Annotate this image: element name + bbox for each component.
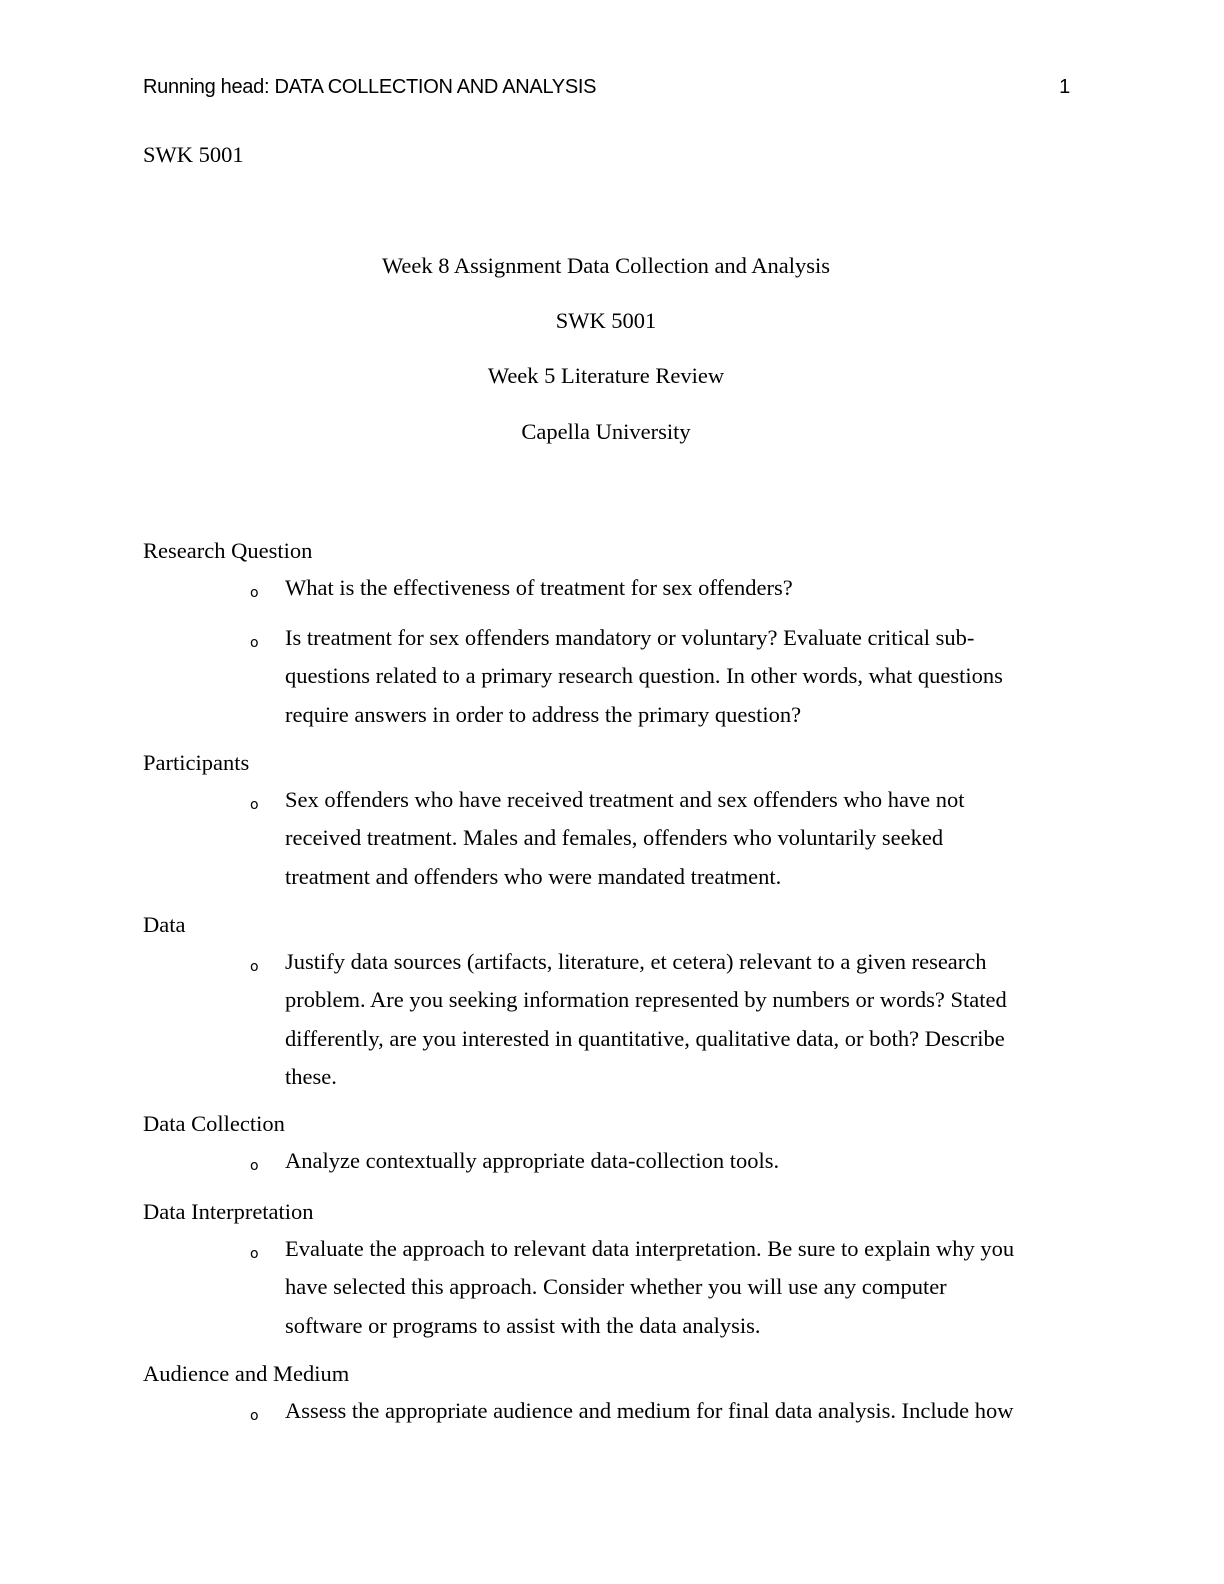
bullet-icon: o	[250, 1408, 259, 1424]
list-item	[285, 1230, 1075, 1345]
section-heading-participants: Participants	[143, 750, 250, 775]
text-line: What is the effectiveness of treatment for sex offenders?	[285, 575, 793, 600]
title-institution: Capella University	[521, 419, 691, 444]
section-heading-audience-medium: Audience and Medium	[143, 1361, 350, 1386]
list-item	[285, 1392, 1075, 1430]
page-header	[143, 74, 1070, 100]
bullet-icon: o	[250, 1158, 259, 1174]
text-line: software or programs to assist with the data analysis.	[285, 1312, 761, 1338]
list-item	[285, 1142, 1075, 1180]
section-heading-research-question: Research Question	[143, 538, 313, 563]
course-code: SWK 5001	[143, 142, 244, 167]
bullet-icon: o	[250, 585, 259, 601]
text-line: require answers in order to address the primary question?	[285, 701, 802, 727]
text-line: Evaluate the approach to relevant data interpretation. Be sure to explain why you	[285, 1236, 1015, 1261]
text-line: have selected this approach. Consider whether you will use any computer	[285, 1274, 947, 1300]
list-item	[285, 569, 1075, 607]
text-line: Assess the appropriate audience and medium for final data analysis. Include how	[285, 1398, 1014, 1423]
text-line: Sex offenders who have received treatment and sex offenders who have not	[285, 787, 965, 812]
section-heading-data-interpretation: Data Interpretation	[143, 1199, 314, 1224]
page-number: 1	[1059, 76, 1070, 98]
text-line: these.	[285, 1063, 337, 1089]
text-line: received treatment. Males and females, offenders who voluntarily seeked	[285, 825, 944, 851]
bullet-icon: o	[250, 797, 259, 813]
text-line: problem. Are you seeking information represented by numbers or words? Stated	[285, 987, 1007, 1013]
text-line: Analyze contextually appropriate data-collection tools.	[285, 1148, 780, 1173]
text-line: treatment and offenders who were mandated treatment.	[285, 863, 782, 889]
text-line: differently, are you interested in quantitative, qualitative data, or both? Describe	[285, 1025, 1005, 1051]
bullet-icon: o	[250, 959, 259, 975]
list-item	[285, 781, 1075, 896]
text-line: Is treatment for sex offenders mandatory or voluntary? Evaluate critical sub-	[285, 625, 975, 650]
text-line: Justify data sources (artifacts, literature, et cetera) relevant to a given research	[285, 949, 987, 974]
title-subtitle: Week 5 Literature Review	[487, 363, 725, 388]
bullet-icon: o	[250, 1246, 259, 1262]
list-item	[285, 619, 1075, 734]
assignment-title: Week 8 Assignment Data Collection and Analysis	[381, 253, 831, 278]
bullet-icon: o	[250, 635, 259, 651]
list-item	[285, 943, 1075, 1096]
text-line: questions related to a primary research question. In other words, what questions	[285, 663, 1003, 689]
section-heading-data-collection: Data Collection	[143, 1111, 285, 1136]
section-heading-data: Data	[143, 912, 186, 937]
title-course: SWK 5001	[555, 308, 657, 333]
running-head: Running head: DATA COLLECTION AND ANALYSIS	[143, 76, 597, 98]
